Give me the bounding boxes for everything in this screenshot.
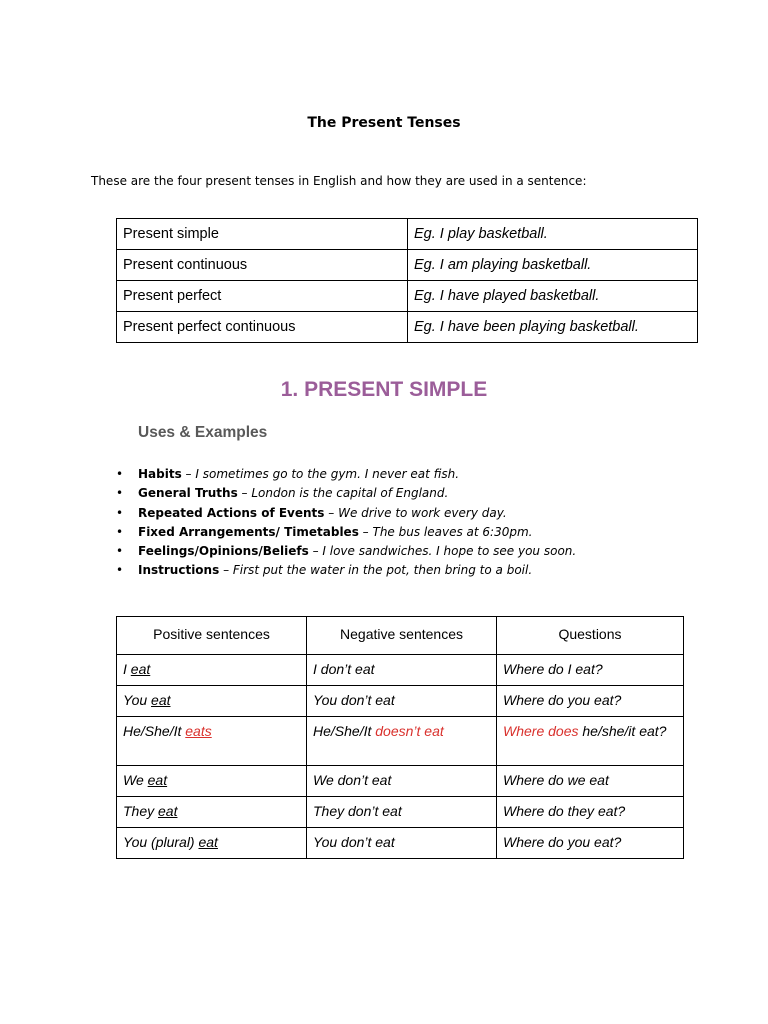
conjugation-table: [116, 616, 684, 859]
use-separator: –: [181, 467, 196, 481]
negative-cell: [307, 828, 497, 859]
negative-text: We don’t eat: [313, 772, 392, 788]
table-row: [117, 766, 684, 797]
list-item: [116, 542, 576, 561]
use-label: Instructions: [138, 563, 220, 578]
question-text: Where do we eat: [503, 772, 609, 788]
positive-cell: [117, 797, 307, 828]
use-label: General Truths: [138, 486, 238, 501]
bullet-icon: •: [116, 467, 124, 481]
question-text: Where do you eat?: [503, 692, 622, 708]
question-cell: [497, 797, 684, 828]
negative-cell: [307, 655, 497, 686]
table-row: [117, 655, 684, 686]
positive-cell: [117, 828, 307, 859]
question-text: he/she/it eat?: [578, 723, 667, 739]
verb: eat: [130, 661, 151, 677]
positive-cell: [117, 766, 307, 797]
question-cell: [497, 766, 684, 797]
table-row: [117, 219, 698, 250]
question-text: Where do you eat?: [503, 834, 622, 850]
column-header: Negative sentences: [307, 617, 497, 655]
use-label: Habits: [138, 467, 182, 481]
list-item: [116, 484, 576, 503]
column-header: Positive sentences: [117, 617, 307, 655]
use-example: I love sandwiches. I hope to see you soon.: [322, 544, 577, 559]
negative-cell: [307, 686, 497, 717]
table-row: [117, 281, 698, 312]
list-item: [116, 465, 576, 484]
list-item: [116, 561, 576, 580]
table-row: [117, 828, 684, 859]
use-separator: –: [219, 563, 233, 578]
negative-highlight: doesn’t eat: [375, 723, 444, 739]
tense-example: Eg. I play basketball.: [408, 219, 698, 250]
negative-cell: [307, 766, 497, 797]
verb: eat: [147, 772, 168, 788]
subject: He/She/It: [123, 723, 186, 739]
use-label: Fixed Arrangements/ Timetables: [138, 524, 359, 539]
verb: eat: [158, 803, 178, 819]
question-cell: [497, 828, 684, 859]
list-item: [116, 523, 576, 542]
bullet-icon: •: [116, 544, 124, 559]
tense-name: Present perfect continuous: [117, 312, 408, 343]
question-cell: [497, 655, 684, 686]
bullet-icon: •: [116, 524, 124, 539]
bullet-icon: •: [116, 486, 124, 501]
use-label: Feelings/Opinions/Beliefs: [138, 544, 309, 559]
question-text: Where do they eat?: [503, 803, 626, 819]
tense-example: Eg. I am playing basketball.: [408, 250, 698, 281]
use-separator: –: [358, 524, 373, 539]
question-text: Where do I eat?: [503, 661, 603, 677]
question-cell: [497, 717, 684, 766]
tenses-table: [116, 218, 698, 343]
positive-cell: [117, 686, 307, 717]
use-example: We drive to work every day.: [338, 505, 507, 520]
use-separator: –: [237, 486, 252, 501]
subject: I: [123, 661, 131, 677]
negative-text: They don’t eat: [313, 803, 402, 819]
negative-text: He/She/It: [313, 723, 376, 739]
table-row: [117, 717, 684, 766]
negative-cell: [307, 797, 497, 828]
tense-example: Eg. I have played basketball.: [408, 281, 698, 312]
use-example: The bus leaves at 6:30pm.: [372, 524, 533, 539]
negative-text: I don’t eat: [313, 661, 375, 677]
tense-name: Present perfect: [117, 281, 408, 312]
use-example: London is the capital of England.: [251, 486, 449, 501]
tense-example: Eg. I have been playing basketball.: [408, 312, 698, 343]
table-row: [117, 250, 698, 281]
table-row: [117, 312, 698, 343]
negative-text: You don’t eat: [313, 834, 395, 850]
positive-cell: [117, 717, 307, 766]
subject: You (plural): [123, 834, 199, 850]
negative-text: You don’t eat: [313, 692, 395, 708]
tense-name: Present continuous: [117, 250, 408, 281]
tense-name: Present simple: [117, 219, 408, 250]
header-row: [117, 617, 684, 655]
positive-cell: [117, 655, 307, 686]
question-highlight: Where does: [503, 723, 579, 739]
uses-list: [116, 465, 576, 581]
subject: You: [123, 692, 152, 708]
table-row: [117, 797, 684, 828]
use-example: I sometimes go to the gym. I never eat fish.: [195, 467, 460, 481]
verb: eat: [198, 834, 218, 850]
subject: We: [123, 772, 148, 788]
page-title: The Present Tenses: [307, 115, 461, 131]
use-example: First put the water in the pot, then bring to a boil.: [232, 563, 533, 578]
bullet-icon: •: [116, 505, 124, 520]
subject: They: [123, 803, 159, 819]
column-header: Questions: [497, 617, 684, 655]
bullet-icon: •: [116, 563, 124, 578]
use-separator: –: [324, 505, 339, 520]
section-heading: 1. PRESENT SIMPLE: [280, 378, 488, 401]
table-row: [117, 686, 684, 717]
list-item: [116, 504, 576, 523]
use-separator: –: [308, 544, 323, 559]
intro-text: These are the four present tenses in English and how they are used in a sentence:: [91, 174, 587, 188]
use-label: Repeated Actions of Events: [138, 505, 325, 520]
negative-cell: [307, 717, 497, 766]
subheading: Uses & Examples: [138, 424, 268, 441]
question-cell: [497, 686, 684, 717]
verb: eats: [185, 723, 212, 739]
verb: eat: [151, 692, 171, 708]
